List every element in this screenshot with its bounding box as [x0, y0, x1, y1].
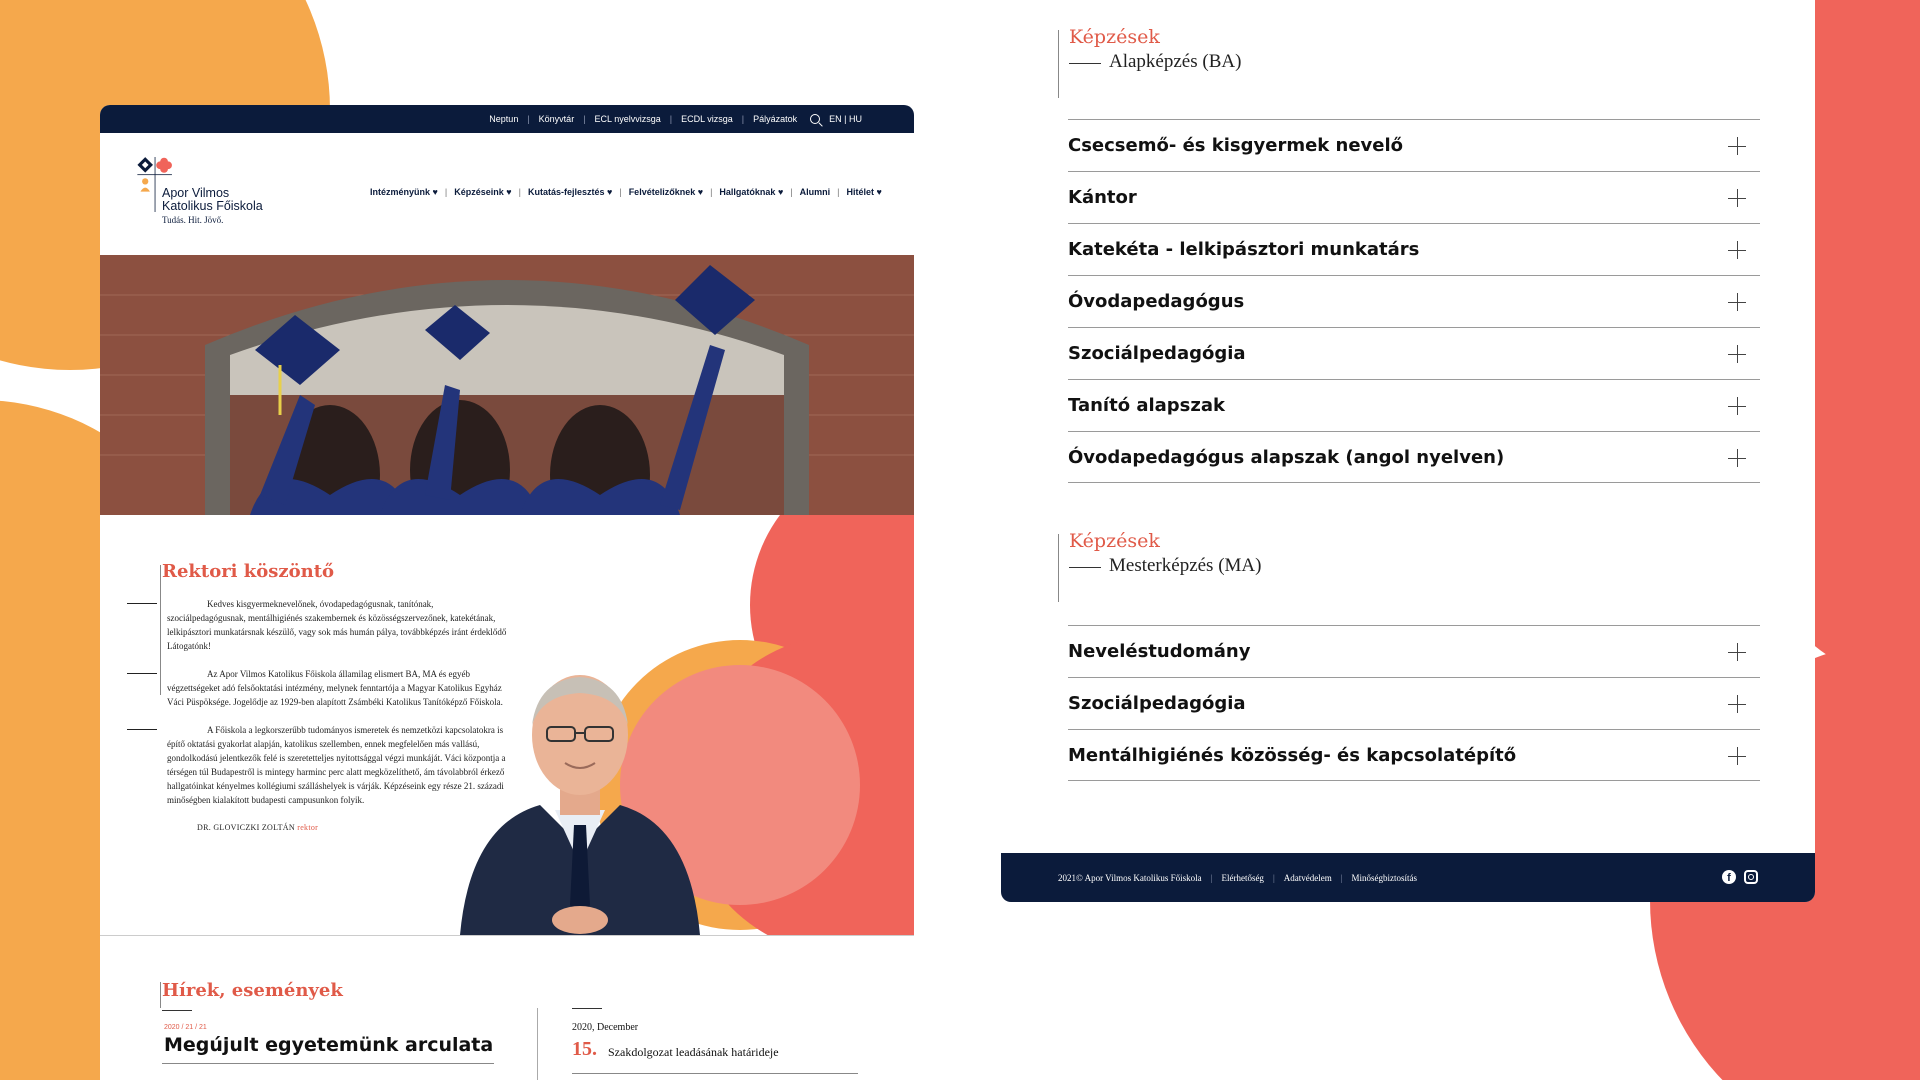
plus-icon[interactable]: [1728, 293, 1746, 311]
language-switch[interactable]: EN | HU: [829, 114, 862, 124]
event-day: 15.: [572, 1038, 597, 1060]
topbar-link-neptun[interactable]: Neptun: [489, 114, 519, 124]
top-utility-bar: Neptun | Könyvtár | ECL nyelvvizsga | ECDL vizsga | Pályázatok EN | HU: [100, 105, 914, 133]
nav-item-institution[interactable]: Intézményünk ♥: [370, 187, 438, 197]
topbar-link-ecdl[interactable]: ECDL vizsga: [681, 114, 733, 124]
social-links: [1722, 870, 1758, 884]
rector-portrait-image: [450, 635, 710, 935]
rector-paragraph: A Főiskola a legkorszerűbb tudományos ismeretek és nemzetközi kapcsolatokra is építő oktatási gyakorlat alapján, katolikus szellemben, ennek megfelelően más vallású, gondolkodású jelentkezők felé is szeretetteljes nyitottsággal végzi munkáját. Váci központja a térségen túl Budapestről is mintegy harminc perc alatt megközelíthető, ám távolabbról érkező hallgatóinkat kényelmes kollégiumi szálláshelyek is várják. Képzéseink egy része 21. századi minőségben kialakított budapesti campusunkon folyik.: [167, 723, 512, 807]
news-title-underline: [162, 1010, 192, 1011]
section-divider-line: [160, 982, 161, 1008]
trainings-page-mockup: [1001, 0, 1815, 902]
ba-category-label: Képzések: [1069, 26, 1160, 48]
accordion-item[interactable]: Óvodapedagógus: [1068, 275, 1760, 327]
plus-icon[interactable]: [1728, 137, 1746, 155]
footer-link-contact[interactable]: Elérhetőség: [1221, 872, 1264, 883]
news-item-divider: [162, 1063, 494, 1064]
ma-category-subtitle: Mesterképzés (MA): [1069, 555, 1261, 577]
facebook-icon[interactable]: f: [1722, 870, 1736, 884]
event-top-rule: [572, 1008, 602, 1009]
nav-item-alumni[interactable]: Alumni: [799, 187, 831, 197]
accordion-item[interactable]: Kántor: [1068, 171, 1760, 223]
plus-icon[interactable]: [1728, 449, 1746, 467]
topbar-link-ecl[interactable]: ECL nyelvvizsga: [594, 114, 661, 124]
rector-greeting-title: Rektori köszöntő: [162, 561, 335, 582]
plus-icon[interactable]: [1728, 747, 1746, 765]
nav-item-students[interactable]: Hallgatóknak ♥: [719, 187, 784, 197]
plus-icon[interactable]: [1728, 189, 1746, 207]
plus-icon[interactable]: [1728, 241, 1746, 259]
rector-signature: DR. GLOVICZKI ZOLTÁN rektor: [197, 823, 319, 832]
hero-graduation-image: [100, 255, 914, 515]
event-title[interactable]: Szakdolgozat leadásának határideje: [608, 1045, 779, 1059]
bg-coral-block-right: [1815, 0, 1920, 420]
hero-illustration: [100, 255, 914, 515]
accordion-item[interactable]: Mentálhigiénés közösség- és kapcsolatépítő: [1068, 729, 1760, 781]
nav-item-faith[interactable]: Hitélet ♥: [846, 187, 882, 197]
plus-icon[interactable]: [1728, 695, 1746, 713]
footer-link-privacy[interactable]: Adatvédelem: [1283, 872, 1332, 883]
footer-link-quality[interactable]: Minőségbiztosítás: [1351, 872, 1418, 883]
accordion-item[interactable]: Tanító alapszak: [1068, 379, 1760, 431]
event-month: 2020, December: [572, 1022, 639, 1033]
main-navigation: Intézményünk ♥ | Képzéseink ♥ | Kutatás-fejlesztés ♥ | Felvételizőknek ♥ | Hallgatóknak ♥ | Alumni | Hitélet ♥: [370, 187, 882, 197]
site-header: [100, 133, 914, 255]
accordion-item[interactable]: Katekéta - lelkipásztori munkatárs: [1068, 223, 1760, 275]
plus-icon[interactable]: [1728, 345, 1746, 363]
rector-paragraph: Az Apor Vilmos Katolikus Főiskola államilag elismert BA, MA és egyéb végzettségeket adó felsőoktatási intézmény, melynek fenntartója a Magyar Katolikus Egyház Váci Püspöksége. Jogelődje az 1929-ben alapított Zsámbéki Katolikus Tanítóképző Főiskola.: [167, 667, 512, 709]
news-item-date: 2020 / 21 / 21: [164, 1024, 207, 1031]
topbar-link-tenders[interactable]: Pályázatok: [753, 114, 798, 124]
homepage-mockup: [100, 105, 914, 1080]
search-icon[interactable]: [810, 114, 820, 124]
news-item-title[interactable]: Megújult egyetemünk arculata: [164, 1034, 494, 1056]
nav-item-research[interactable]: Kutatás-fejlesztés ♥: [527, 187, 613, 197]
footer-copyright: 2021© Apor Vilmos Katolikus Főiskola: [1058, 872, 1202, 883]
column-divider: [537, 1008, 538, 1080]
news-events-section: [100, 935, 914, 1080]
ma-program-list: [1068, 625, 1760, 781]
category-divider-line: [1058, 534, 1059, 602]
category-divider-line: [1058, 30, 1059, 98]
topbar-link-library[interactable]: Könyvtár: [538, 114, 575, 124]
site-logo[interactable]: [132, 157, 263, 225]
event-divider: [572, 1073, 858, 1074]
rector-paragraph: Kedves kisgyermeknevelőnek, óvodapedagógusnak, tanítónak, szociálpedagógusnak, mentálhigiénés szakembernek és közösségszervezőnek, katekétának, lelkipásztori munkatársnak készülő, vagy sok más humán pálya, továbbképzés iránt érdeklődő Látogatónk!: [167, 597, 512, 653]
nav-item-trainings[interactable]: Képzéseink ♥: [454, 187, 512, 197]
site-footer: 2021© Apor Vilmos Katolikus Főiskola | Elérhetőség | Adatvédelem | Minőségbiztosítás f: [1001, 853, 1815, 902]
logo-name: Apor Vilmos Katolikus Főiskola: [162, 186, 263, 213]
ba-category-subtitle: Alapképzés (BA): [1069, 51, 1241, 73]
logo-tagline: Tudás. Hit. Jövő.: [162, 215, 224, 225]
accordion-item[interactable]: Neveléstudomány: [1068, 625, 1760, 677]
section-divider-line: [160, 565, 161, 695]
ma-category-label: Képzések: [1069, 530, 1160, 552]
rector-greeting-section: [100, 515, 914, 935]
plus-icon[interactable]: [1728, 643, 1746, 661]
instagram-icon[interactable]: [1744, 870, 1758, 884]
accordion-item[interactable]: Csecsemő- és kisgyermek nevelő: [1068, 119, 1760, 171]
accordion-item[interactable]: Szociálpedagógia: [1068, 327, 1760, 379]
accordion-item[interactable]: Szociálpedagógia: [1068, 677, 1760, 729]
ba-program-list: [1068, 119, 1760, 483]
nav-item-applicants[interactable]: Felvételizőknek ♥: [628, 187, 704, 197]
accordion-item[interactable]: Óvodapedagógus alapszak (angol nyelven): [1068, 431, 1760, 483]
news-section-title: Hírek, események: [162, 980, 343, 1001]
plus-icon[interactable]: [1728, 397, 1746, 415]
